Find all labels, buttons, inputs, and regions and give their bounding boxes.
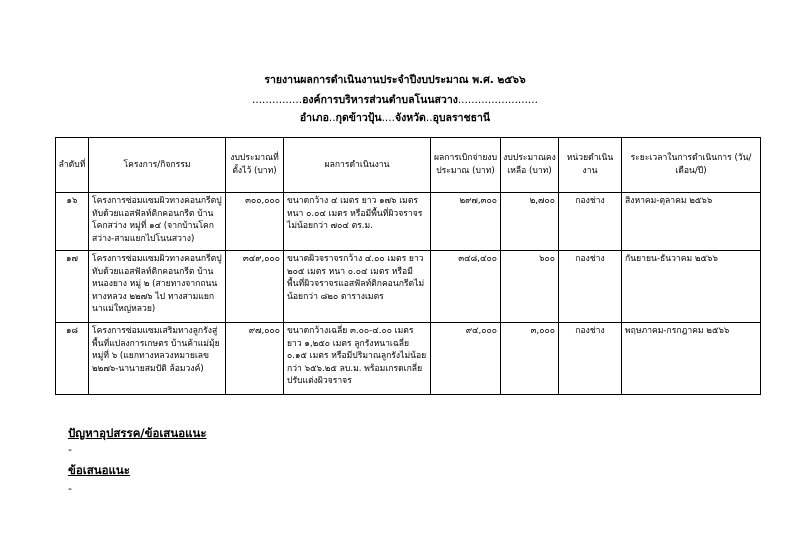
location-line xyxy=(0,111,790,125)
cell-spent: ๓๔๘,๔๐๐ xyxy=(431,251,501,323)
cell-result: ขนาดกว้าง ๔ เมตร ยาว ๑๗๖ เมตร หนา ๐.๐๔ เมตร หรือมีพื้นที่ผิวจราจรไม่น้อยกว่า ๗๐๔ ตร.ม. xyxy=(284,193,431,251)
table-header-row xyxy=(56,138,761,193)
dots-province: .... xyxy=(381,112,395,124)
dots-district: .. xyxy=(328,112,336,124)
table-row xyxy=(56,251,761,323)
problems-value: - xyxy=(68,443,72,456)
cell-period: สิงหาคม-ตุลาคม ๒๕๖๖ xyxy=(622,193,761,251)
dots-province-value: .. xyxy=(425,112,433,124)
cell-spent: ๒๙๗,๓๐๐ xyxy=(431,193,501,251)
col-header-budget: งบประมาณที่ตั้งไว้ (บาท) xyxy=(226,138,284,193)
cell-result: ขนาดผิวจราจรกว้าง ๔.๐๐ เมตร ยาว ๒๐๕ เมตร หนา ๐.๐๔ เมตร หรือมีพื้นที่ผิวจราจรแอสฟัลท์ติกคอนกรีตไม่น้อยกว่า ๘๒๐ ตารางเมตร xyxy=(284,251,431,323)
col-header-project: โครงการ/กิจกรรม xyxy=(89,138,226,193)
problems-heading: ปัญหาอุปสรรค/ข้อเสนอแนะ xyxy=(68,426,207,440)
cell-period: กันยายน-ธันวาคม ๒๕๖๖ xyxy=(622,251,761,323)
dots-after: ........................ xyxy=(457,94,538,106)
cell-period: พฤษภาคม-กรกฎาคม ๒๕๖๖ xyxy=(622,323,761,395)
col-header-spent: ผลการเบิกจ่ายงบประมาณ (บาท) xyxy=(431,138,501,193)
suggestions-value: - xyxy=(68,482,72,495)
district-label: อำเภอ xyxy=(299,112,329,124)
province-name: อุบลราชธานี xyxy=(432,112,491,124)
district-name: กุดข้าวปุ้น xyxy=(335,112,382,124)
cell-project: โครงการซ่อมแซมผิวทางคอนกรีตปูทับด้วยแอสฟัลท์ติกคอนกรีต บ้านหนองยาง หมู่ ๒ (สายทางจากถนนทางหลวง ๒๒๗๖ ไป ทางสามแยกนาแม่ใหญ่หลวย) xyxy=(89,251,226,323)
cell-budget: ๓๐๐,๐๐๐ xyxy=(226,193,284,251)
results-table xyxy=(55,137,761,395)
dots-before: ............... xyxy=(252,94,303,106)
col-header-result: ผลการดำเนินงาน xyxy=(284,138,431,193)
cell-remaining: ๓,๐๐๐ xyxy=(501,323,559,395)
cell-project: โครงการซ่อมแซมผิวทางคอนกรีตปูทับด้วยแอสฟัลท์ติกคอนกรีต บ้านโคกสว่าง หมู่ที่ ๑๔ (จากบ้านโคกสว่าง-สามแยกไปโนนสวาง) xyxy=(89,193,226,251)
cell-no: ๑๘ xyxy=(56,323,89,395)
cell-budget: ๙๗,๐๐๐ xyxy=(226,323,284,395)
suggestions-heading: ข้อเสนอแนะ xyxy=(68,463,130,477)
organization-line xyxy=(0,93,790,107)
cell-unit: กองช่าง xyxy=(559,323,622,395)
cell-result: ขนาดกว้างเฉลี่ย ๓.๐๐-๔.๐๐ เมตร ยาว ๑,๒๕๐ เมตร ลูกรังหนาเฉลี่ย ๐.๑๕ เมตร หรือมีปริมาณลูกรังไม่น้อยกว่า ๖๕๖.๒๕ ลบ.ม. พร้อมเกรดเกลี่ยปรับแต่งผิวจราจร xyxy=(284,323,431,395)
col-header-remaining: งบประมาณคงเหลือ (บาท) xyxy=(501,138,559,193)
cell-budget: ๓๔๙,๐๐๐ xyxy=(226,251,284,323)
organization-name: องค์การบริหารส่วนตำบลโนนสวาง xyxy=(302,94,458,106)
cell-no: ๑๖ xyxy=(56,193,89,251)
report-title xyxy=(0,73,790,87)
cell-remaining: ๖๐๐ xyxy=(501,251,559,323)
table-row xyxy=(56,323,761,395)
cell-no: ๑๗ xyxy=(56,251,89,323)
cell-unit: กองช่าง xyxy=(559,193,622,251)
cell-remaining: ๒,๗๐๐ xyxy=(501,193,559,251)
report-title-text: รายงานผลการดำเนินงานประจำปีงบประมาณ พ.ศ. ๒๕๖๖ xyxy=(264,74,526,86)
col-header-period: ระยะเวลาในการดำเนินการ (วัน/เดือน/ปี) xyxy=(622,138,761,193)
province-label: จังหวัด xyxy=(394,112,426,124)
cell-spent: ๙๔,๐๐๐ xyxy=(431,323,501,395)
cell-unit: กองช่าง xyxy=(559,251,622,323)
col-header-no: ลำดับที่ xyxy=(56,138,89,193)
table-row xyxy=(56,193,761,251)
cell-project: โครงการซ่อมแซมเสริมทางลูกรังสู่พื้นที่แปลงการเกษตร บ้านค้าแม่มุ้ย หมู่ที่ ๖ (แยกทางหลวงหมายเลข ๒๒๗๖-นานายสมปัติ ล้อมวงค์) xyxy=(89,323,226,395)
col-header-unit: หน่วยดำเนินงาน xyxy=(559,138,622,193)
